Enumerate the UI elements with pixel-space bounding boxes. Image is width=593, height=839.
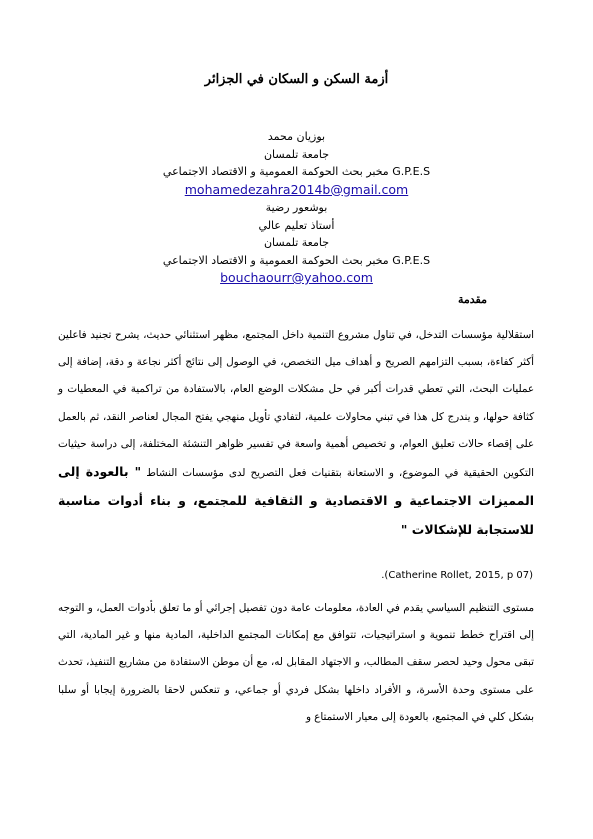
citation: (Catherine Rollet, 2015, p 07). [381, 570, 533, 581]
author-block [60, 128, 533, 288]
author-name: بوشعور رضية [265, 201, 328, 214]
body-paragraph [58, 322, 534, 546]
paper-title: أزمة السكن و السكان في الجزائر [204, 72, 389, 87]
body-paragraph: مستوى التنظيم السياسي يقدم في العادة، معلومات عامة دون تفصيل إجرائي أو ما تعلق بأدوات العمل، و التوجه إلى اقتراح خطط تنموية و استراتيجيات، تتوافق مع إمكانات المجتمع الداخلية، المادية منها و غير المادية، التي تبقى محول وحيد لحصر سقف المطالب، و الاجتهاد المقابل له، مع أن موطن الاستفادة من مشاريع التنفيذ، تحدث على مستوى وحدة الأسرة، و الأفراد داخلها بشكل فردي أو جماعي، و تنعكس لاحقا بالضرورة إيجابا أو سلبا بشكل كلي في المجتمع، بالعودة إلى معيار الاستمتاع و [58, 602, 534, 723]
quoted-text: " بالعودة إلى المميزات الاجتماعية و الاقتصادية و الثقافية للمجتمع، و بناء أدوات مناسبة للاستجابة للإشكالات " [58, 464, 534, 538]
author-email-link[interactable]: mohamedezahra2014b@gmail.com [184, 181, 409, 197]
section-heading: مقدمة [457, 293, 487, 306]
paragraph-text: استقلالية مؤسسات التدخل، في تناول مشروع التنمية داخل المجتمع، مظهر استثنائي حديث، يشرح تجنيد فاعلين أكثر كفاءة، بسبب التزامهم الصريح و أهداف ميل التخصص، في الوصول إلى نتائج أكثر نجاعة و دقة، إضافة إلى عمليات البحث، التي تعطي قدرات أكبر في حل مشكلات الوضع العام، بالاستفادة من تراكمية في المعطيات و كثافة حولها، و يندرج كل هذا في تبني محاولات علمية، لتفادي تأويل منهجي يفتح المجال لعناصر النقد، ثم بالعمل على إقصاء حالات تعليق العوام، و تخصيص أهمية واسعة في تفسير ظواهر التنشئة المختلفة، إلى دراسة حيثيات التكوين الحقيقية في الموضوع، و الاستعانة بتقنيات فعل التصريح لدى مؤسسات النشاط [58, 329, 534, 480]
author-lab: مخبر بحث الحوكمة العمومية و الاقتصاد الاجتماعي G.P.E.S [162, 253, 431, 267]
author-affiliation: جامعة تلمسان [263, 147, 330, 161]
author-lab: مخبر بحث الحوكمة العمومية و الاقتصاد الاجتماعي G.P.E.S [162, 165, 431, 178]
author-rank: أستاذ تعليم عالي [258, 218, 335, 232]
author-affiliation: جامعة تلمسان [263, 236, 330, 249]
author-name: بوزيان محمد [267, 130, 326, 143]
author-email-link[interactable]: bouchaourr@yahoo.com [220, 270, 373, 285]
